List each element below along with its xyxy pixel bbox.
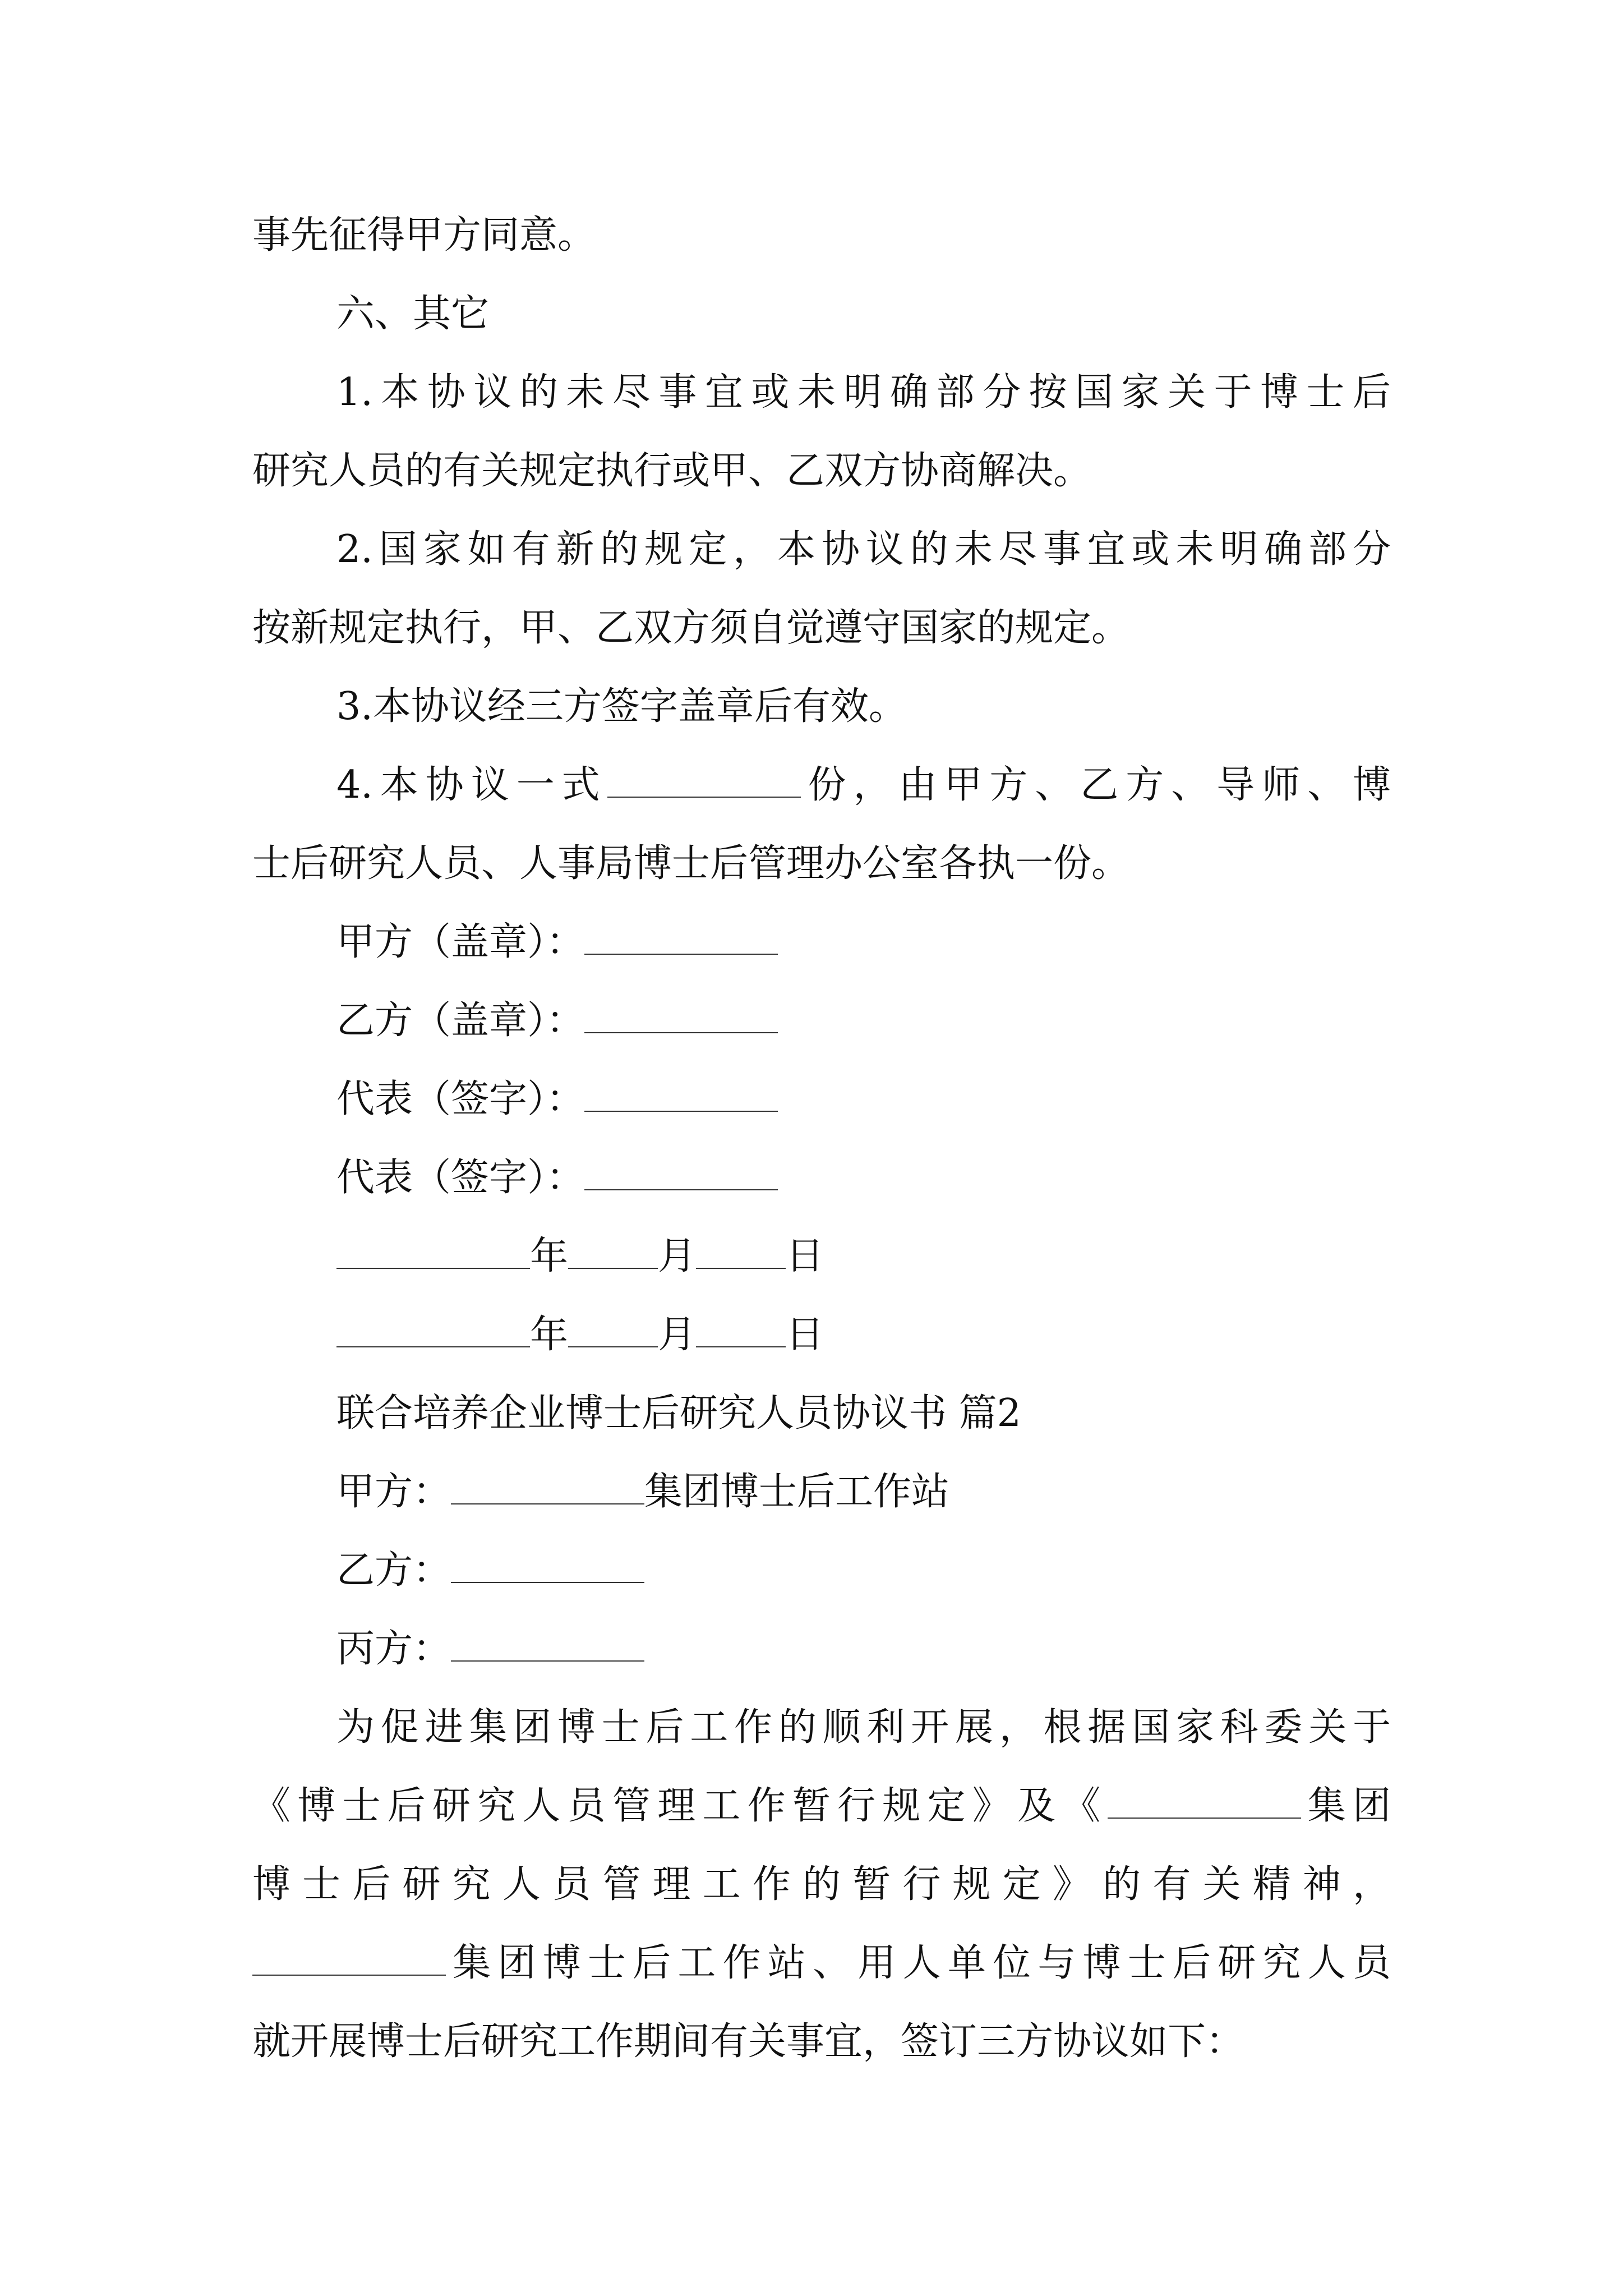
month-blank: [568, 1312, 658, 1347]
date-line: [336, 1228, 1391, 1285]
text: 就开展博士后研究工作期间有关事宜，签订三方协议如下：: [252, 2019, 1244, 2064]
preamble-line-1: [336, 1700, 1391, 1756]
label: 代表（签字）：: [336, 1156, 585, 1200]
representative-signature: [336, 1150, 1391, 1206]
document-title: [336, 1386, 1391, 1442]
text: 博士后研究人员管理工作的暂行规定》的有关精神，: [252, 1862, 1391, 1907]
text: 3.本协议经三方签字盖章后有效。: [336, 684, 907, 729]
text: 集团博士后工作站: [644, 1470, 950, 1514]
signature-blank: [584, 1154, 778, 1190]
preamble-line-4: [252, 1935, 1391, 1991]
signature-blank: [584, 1076, 778, 1112]
day-blank: [696, 1233, 786, 1269]
clause-4-line-2: [252, 836, 1391, 892]
year-label: 年: [530, 1234, 569, 1278]
year-blank: [336, 1233, 530, 1269]
name-blank: [252, 1940, 446, 1976]
text: 联合培养企业博士后研究人员协议书 篇2: [336, 1391, 1021, 1435]
label: 丙方：: [336, 1627, 451, 1671]
party-b-seal: [336, 993, 1391, 1049]
text: 1.本协议的未尽事宜或未明确部分按国家关于博士后: [336, 370, 1391, 415]
clause-2-line-1: [336, 522, 1391, 578]
text: 集团博士后工作站、用人单位与博士后研究人员: [446, 1941, 1391, 1985]
signature-blank: [584, 919, 778, 955]
clause-1-line-2: [252, 443, 1391, 499]
preamble-line-5: [252, 2014, 1391, 2070]
preamble-line-3: [252, 1857, 1391, 1913]
day-label: 日: [786, 1313, 824, 1357]
text: 按新规定执行，甲、乙双方须自觉遵守国家的规定。: [252, 606, 1130, 650]
party-c-line: [336, 1621, 1391, 1677]
month-blank: [568, 1233, 658, 1269]
copies-blank: [607, 762, 801, 798]
clause-3: [336, 679, 1391, 735]
clause-1-line-1: [336, 365, 1391, 421]
month-label: 月: [658, 1234, 697, 1278]
label: 代表（签字）：: [336, 1077, 585, 1121]
year-label: 年: [530, 1313, 569, 1357]
text: 集团: [1301, 1784, 1391, 1828]
representative-signature: [336, 1071, 1391, 1128]
clause-2-line-2: [252, 600, 1391, 656]
party-b-line: [336, 1543, 1391, 1599]
name-blank: [451, 1469, 644, 1504]
year-blank: [336, 1312, 530, 1347]
day-label: 日: [786, 1234, 824, 1278]
text: 《博士后研究人员管理工作暂行规定》及《: [252, 1784, 1108, 1828]
party-a-line: [336, 1464, 1391, 1520]
preamble-line-2: [252, 1778, 1391, 1834]
name-blank: [1108, 1783, 1301, 1819]
signature-blank: [584, 997, 778, 1033]
text: 2.国家如有新的规定，本协议的未尽事宜或未明确部分: [336, 527, 1391, 572]
month-label: 月: [658, 1313, 697, 1357]
date-line: [336, 1307, 1391, 1363]
label: 乙方：: [336, 1548, 451, 1593]
paragraph-line: [252, 208, 1391, 264]
label: 甲方（盖章）：: [336, 920, 585, 964]
text: 士后研究人员、人事局博士后管理办公室各执一份。: [252, 841, 1130, 886]
name-blank: [451, 1626, 644, 1662]
text: 事先征得甲方同意。: [252, 213, 596, 257]
clause-4-line-1: [336, 757, 1391, 813]
text: 为促进集团博士后工作的顺利开展，根据国家科委关于: [336, 1705, 1391, 1750]
text: 研究人员的有关规定执行或甲、乙双方协商解决。: [252, 449, 1092, 493]
label: 甲方：: [336, 1470, 451, 1514]
section-heading: [336, 286, 1391, 342]
party-a-seal: [336, 914, 1391, 970]
day-blank: [696, 1312, 786, 1347]
text: 4.本协议一式: [336, 763, 607, 807]
text: 份，由甲方、乙方、导师、博: [800, 763, 1391, 807]
text: 六、其它: [336, 292, 490, 336]
label: 乙方（盖章）：: [336, 999, 585, 1043]
name-blank: [451, 1547, 644, 1583]
